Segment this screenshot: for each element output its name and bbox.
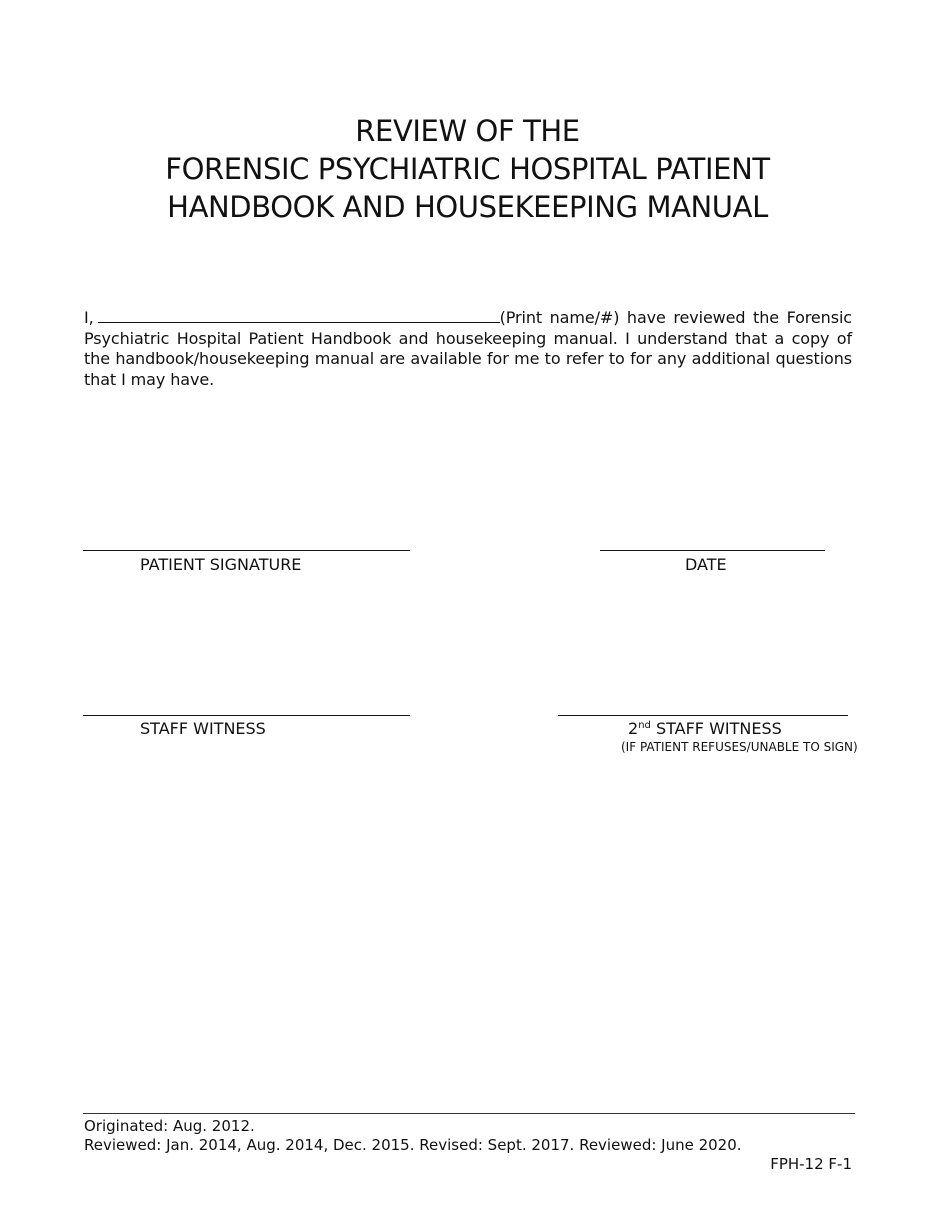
date-line[interactable] — [600, 550, 825, 551]
staff-witness-label: STAFF WITNESS — [140, 719, 266, 738]
acknowledgement-statement — [84, 307, 852, 390]
second-witness-ordinal: 2 — [628, 719, 639, 738]
second-staff-witness-label — [628, 719, 782, 739]
statement-prefix: I, — [84, 308, 94, 327]
date-label: DATE — [685, 555, 727, 574]
second-witness-ordinal-suffix: nd — [638, 720, 651, 731]
staff-witness-line[interactable] — [83, 715, 410, 716]
patient-signature-label: PATIENT SIGNATURE — [140, 555, 302, 574]
title-line-2: FORENSIC PSYCHIATRIC HOSPITAL PATIENT — [165, 152, 770, 186]
document-title — [0, 112, 935, 226]
footer-reviewed: Reviewed: Jan. 2014, Aug. 2014, Dec. 2015. Revised: Sept. 2017. Reviewed: June 2020. — [84, 1136, 742, 1154]
document-code: FPH-12 F-1 — [770, 1155, 852, 1173]
print-name-field[interactable] — [98, 307, 500, 323]
title-line-1: REVIEW OF THE — [355, 114, 580, 148]
title-line-3: HANDBOOK AND HOUSEKEEPING MANUAL — [167, 190, 768, 224]
second-witness-text: STAFF WITNESS — [655, 719, 782, 738]
statement-text: (Print name/#) have reviewed the Forensic Psychiatric Hospital Patient Handbook and housekeeping manual. I understand that a copy of the handbook/housekeeping manual are available for me to refer to for any additional questions that I may have. — [84, 308, 852, 389]
patient-signature-line[interactable] — [83, 550, 410, 551]
footer-divider — [83, 1113, 855, 1114]
second-witness-note: (IF PATIENT REFUSES/UNABLE TO SIGN) — [621, 740, 858, 754]
second-staff-witness-line[interactable] — [558, 715, 848, 716]
footer-originated: Originated: Aug. 2012. — [84, 1117, 255, 1135]
